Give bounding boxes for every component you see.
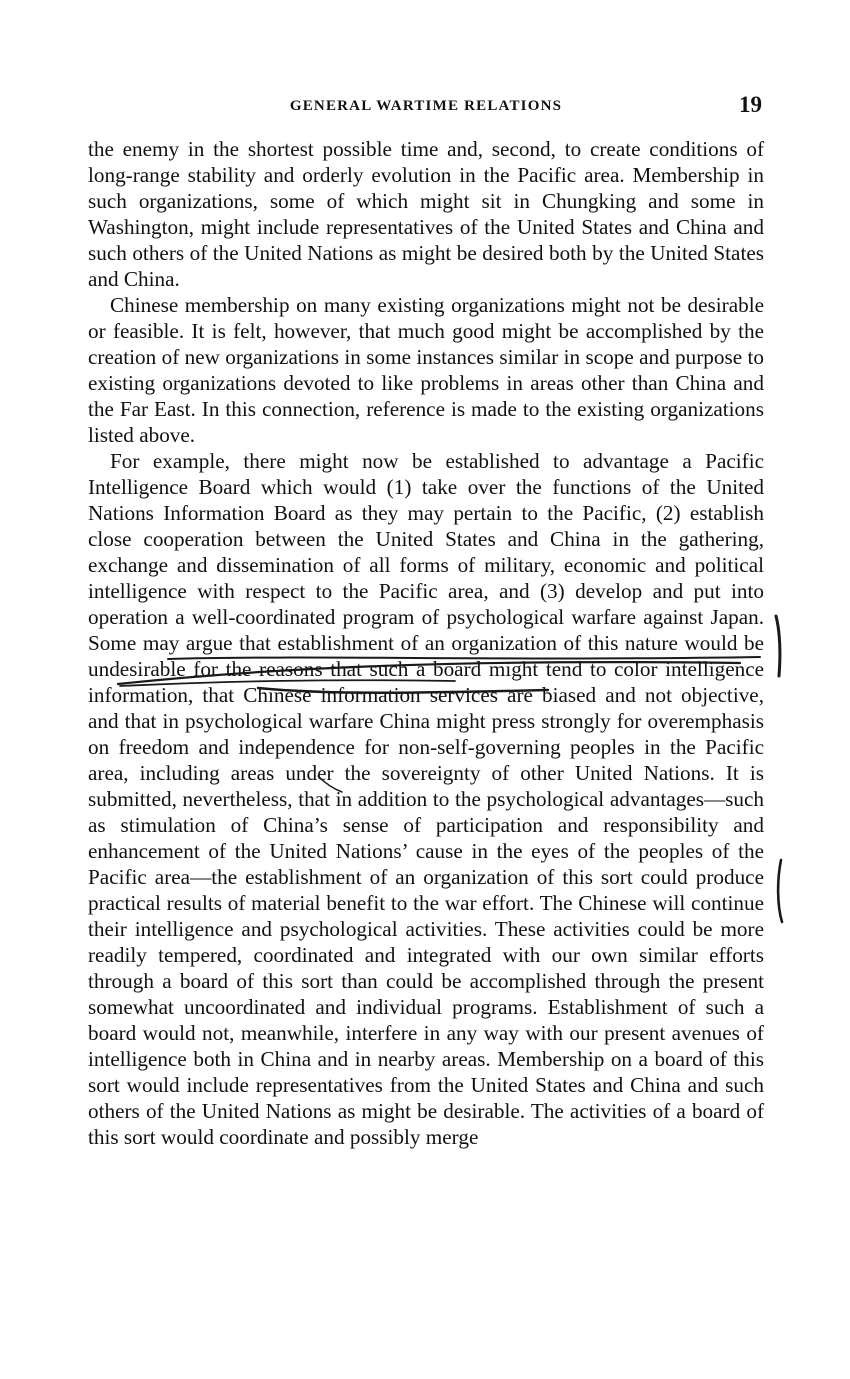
bracket-mark [776,616,780,676]
paragraph-1: the enemy in the shortest possible time and, second, to create conditions of long-range stability and orderly evolution in the Pacific area. Membership in such organizations, some of which might sit in Chungking and some in Washington, might include representatives of the United States and China and such others of the United Nations as might be desired both by the United States and China. [88,137,764,291]
bracket-mark [778,860,782,922]
running-title: GENERAL WARTIME RELATIONS [289,98,563,114]
page-number: 19 [739,92,762,117]
running-header [88,92,764,126]
paragraph-3: For example, there might now be established to advantage a Pacific Intelligence Board which would (1) take over the functions of the United Nations Information Board as they may pertain to the Pacific, (2) establish close cooperation between the United States and China in the gathering, exchange and dissemination of all forms of military, economic and political intelligence with respect to the Pacific area, and (3) develop and put into operation a well-coordinated program of psychological warfare against Japan. Some may argue that establishment of an organization of this nature would be undesirable for the reasons that such a board might tend to color intelligence information, that Chinese information services are biased and not objective, and that in psychological warfare China might press strongly for overemphasis on freedom and independence for non-self-governing peoples in the Pacific area, including areas under the sovereignty of other United Nations. It is submitted, nevertheless, that in addition to the psychological advantages—such as stimulation of China’s sense of participation and responsibility and enhancement of the United Nations’ cause in the eyes of the peoples of the Pacific area—the establishment of an organization of this sort could produce practical results of material benefit to the war effort. The Chinese will continue their intelligence and psychological activities. These activities could be more readily tempered, coordinated and integrated with our own similar efforts through a board of this sort than could be accomplished through the present somewhat uncoordinated and individual programs. Establishment of such a board would not, meanwhile, interfere in any way with our present avenues of intelligence both in China and in nearby areas. Membership on a board of this sort would include representatives from the United States and China and such others of the United Nations as might be desirable. The activities of a board of this sort would coordinate and possibly merge [88,449,764,1149]
paragraph-2: Chinese membership on many existing organizations might not be desirable or feasible. It is felt, however, that much good might be accomplished by the creation of new organizations in some instances similar in scope and purpose to existing organizations devoted to like problems in areas other than China and the Far East. In this connection, reference is made to the existing organizations listed above. [88,293,764,447]
body-text [88,136,764,1150]
